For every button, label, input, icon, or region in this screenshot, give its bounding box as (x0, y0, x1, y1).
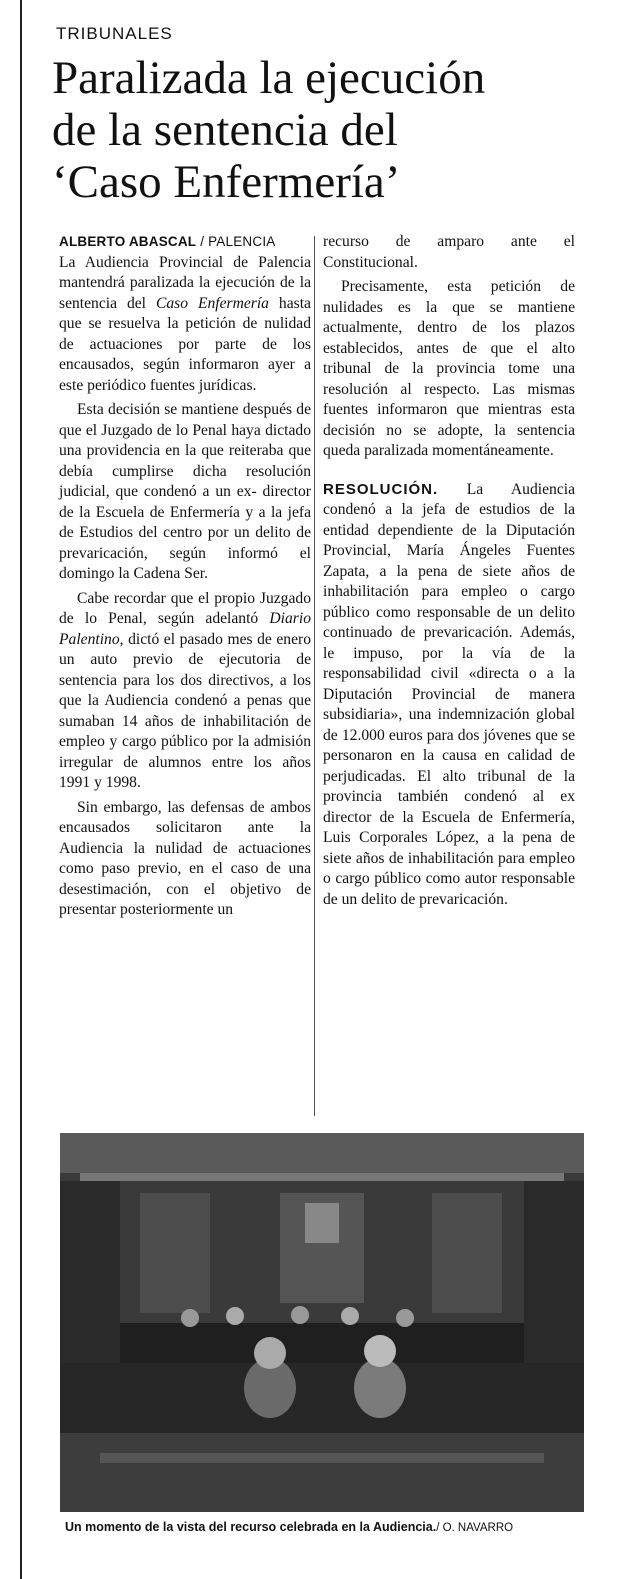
byline (59, 232, 311, 253)
paragraph-2: Esta decisión se mantiene después de que el Juzgado de lo Penal haya dictado una providencia en la que reiteraba que debía cumplirse dicha resolución judicial, que condenó a un ex- director de la Escuela de Enfermería y a la jefa de Estudios del centro por un delito de prevaricación, según informó el domingo la Cadena Ser. (59, 401, 311, 582)
page-edge-line (20, 0, 22, 1579)
paragraph-5: recurso de amparo ante el Constitucional. (323, 233, 575, 271)
courtroom-photo-illustration (60, 1133, 584, 1512)
article-column-1 (59, 232, 311, 921)
photo-caption (65, 1520, 605, 1534)
section-label: TRIBUNALES (56, 24, 173, 43)
headline-line-2: de la sentencia del (52, 104, 398, 156)
paragraph-7 (323, 480, 575, 911)
subhead-lead: RESOLUCIÓN. (323, 480, 439, 498)
paragraph-7-text: La Audiencia condenó a la jefa de estudios de la entidad dependiente de la Diputación Provincial, María Ángeles Fuentes Zapata, a la pena de siete años de inhabilitación para empleo o cargo público como responsable de un delito continuado de prevaricación. Además, le impuso, por la vía de la responsabilidad civil «directa o a la Diputación Provincial de manera subsidiaria», una indemnización global de 12.000 euros para dos jóvenes que se personaron en la causa en calidad de perjudicadas. El alto tribunal de la provincia también condenó al ex director de la Escuela de Enfermería, Luis Corporales López, a la pena de siete años de inhabilitación para empleo o cargo público como autor responsable de un delito de prevaricación. (323, 480, 575, 908)
headline-line-3: ‘Caso Enfermería’ (52, 156, 401, 208)
courtroom-photo (60, 1133, 584, 1512)
article-column-2 (323, 232, 575, 910)
paragraph-3 (59, 589, 311, 794)
caption-text: Un momento de la vista del recurso celebrada en la Audiencia. (65, 1520, 437, 1534)
paragraph-3-text-a: Cabe recordar que el propio Juzgado de lo Penal, según adelantó (59, 589, 311, 627)
paragraph-3-emphasis: Diario Palentino (59, 610, 311, 648)
paragraph-1-emphasis: Caso Enfermería (155, 294, 269, 312)
headline-line-1: Paralizada la ejecución (52, 52, 486, 104)
byline-place: PALENCIA (208, 234, 276, 249)
paragraph-1 (59, 253, 311, 397)
headline (52, 52, 612, 208)
photo-credit: / O. NAVARRO (436, 1522, 514, 1534)
byline-separator: / (196, 234, 209, 249)
paragraph-1-text-b: hasta que se resuelva la petición de nulidad de actuaciones por parte de los encausados, según informaron ayer a este periódico fuentes jurídicas. (59, 294, 311, 394)
paragraph-3-text-b: , dictó el pasado mes de enero un auto previo de ejecutoria de sentencia para los dos directivos, a los que la Audiencia condenó a penas que sumaban 14 años de inhabilitación de empleo y cargo público por la admisión irregular de alumnos entre los años 1991 y 1998. (59, 630, 311, 791)
paragraph-4: Sin embargo, las defensas de ambos encausados solicitaron ante la Audiencia la nulidad de actuaciones como paso previo, en el caso de una desestimación, con el objetivo de presentar posteriormente un (59, 798, 311, 918)
column-divider (314, 236, 315, 1116)
paragraph-1-text-a: La Audiencia Provincial de Palencia mantendrá paralizada la ejecución de la sentencia del (59, 253, 311, 312)
byline-author: ALBERTO ABASCAL (59, 234, 197, 249)
paragraph-6: Precisamente, esta petición de nulidades es la que se mantiene actualmente, dentro de los plazos establecidos, antes de que el alto tribunal de la provincia tome una resolución al respecto. Las mismas fuentes informaron que mientras esta decisión no se adopte, la sentencia queda paralizada momentáneamente. (323, 278, 575, 459)
